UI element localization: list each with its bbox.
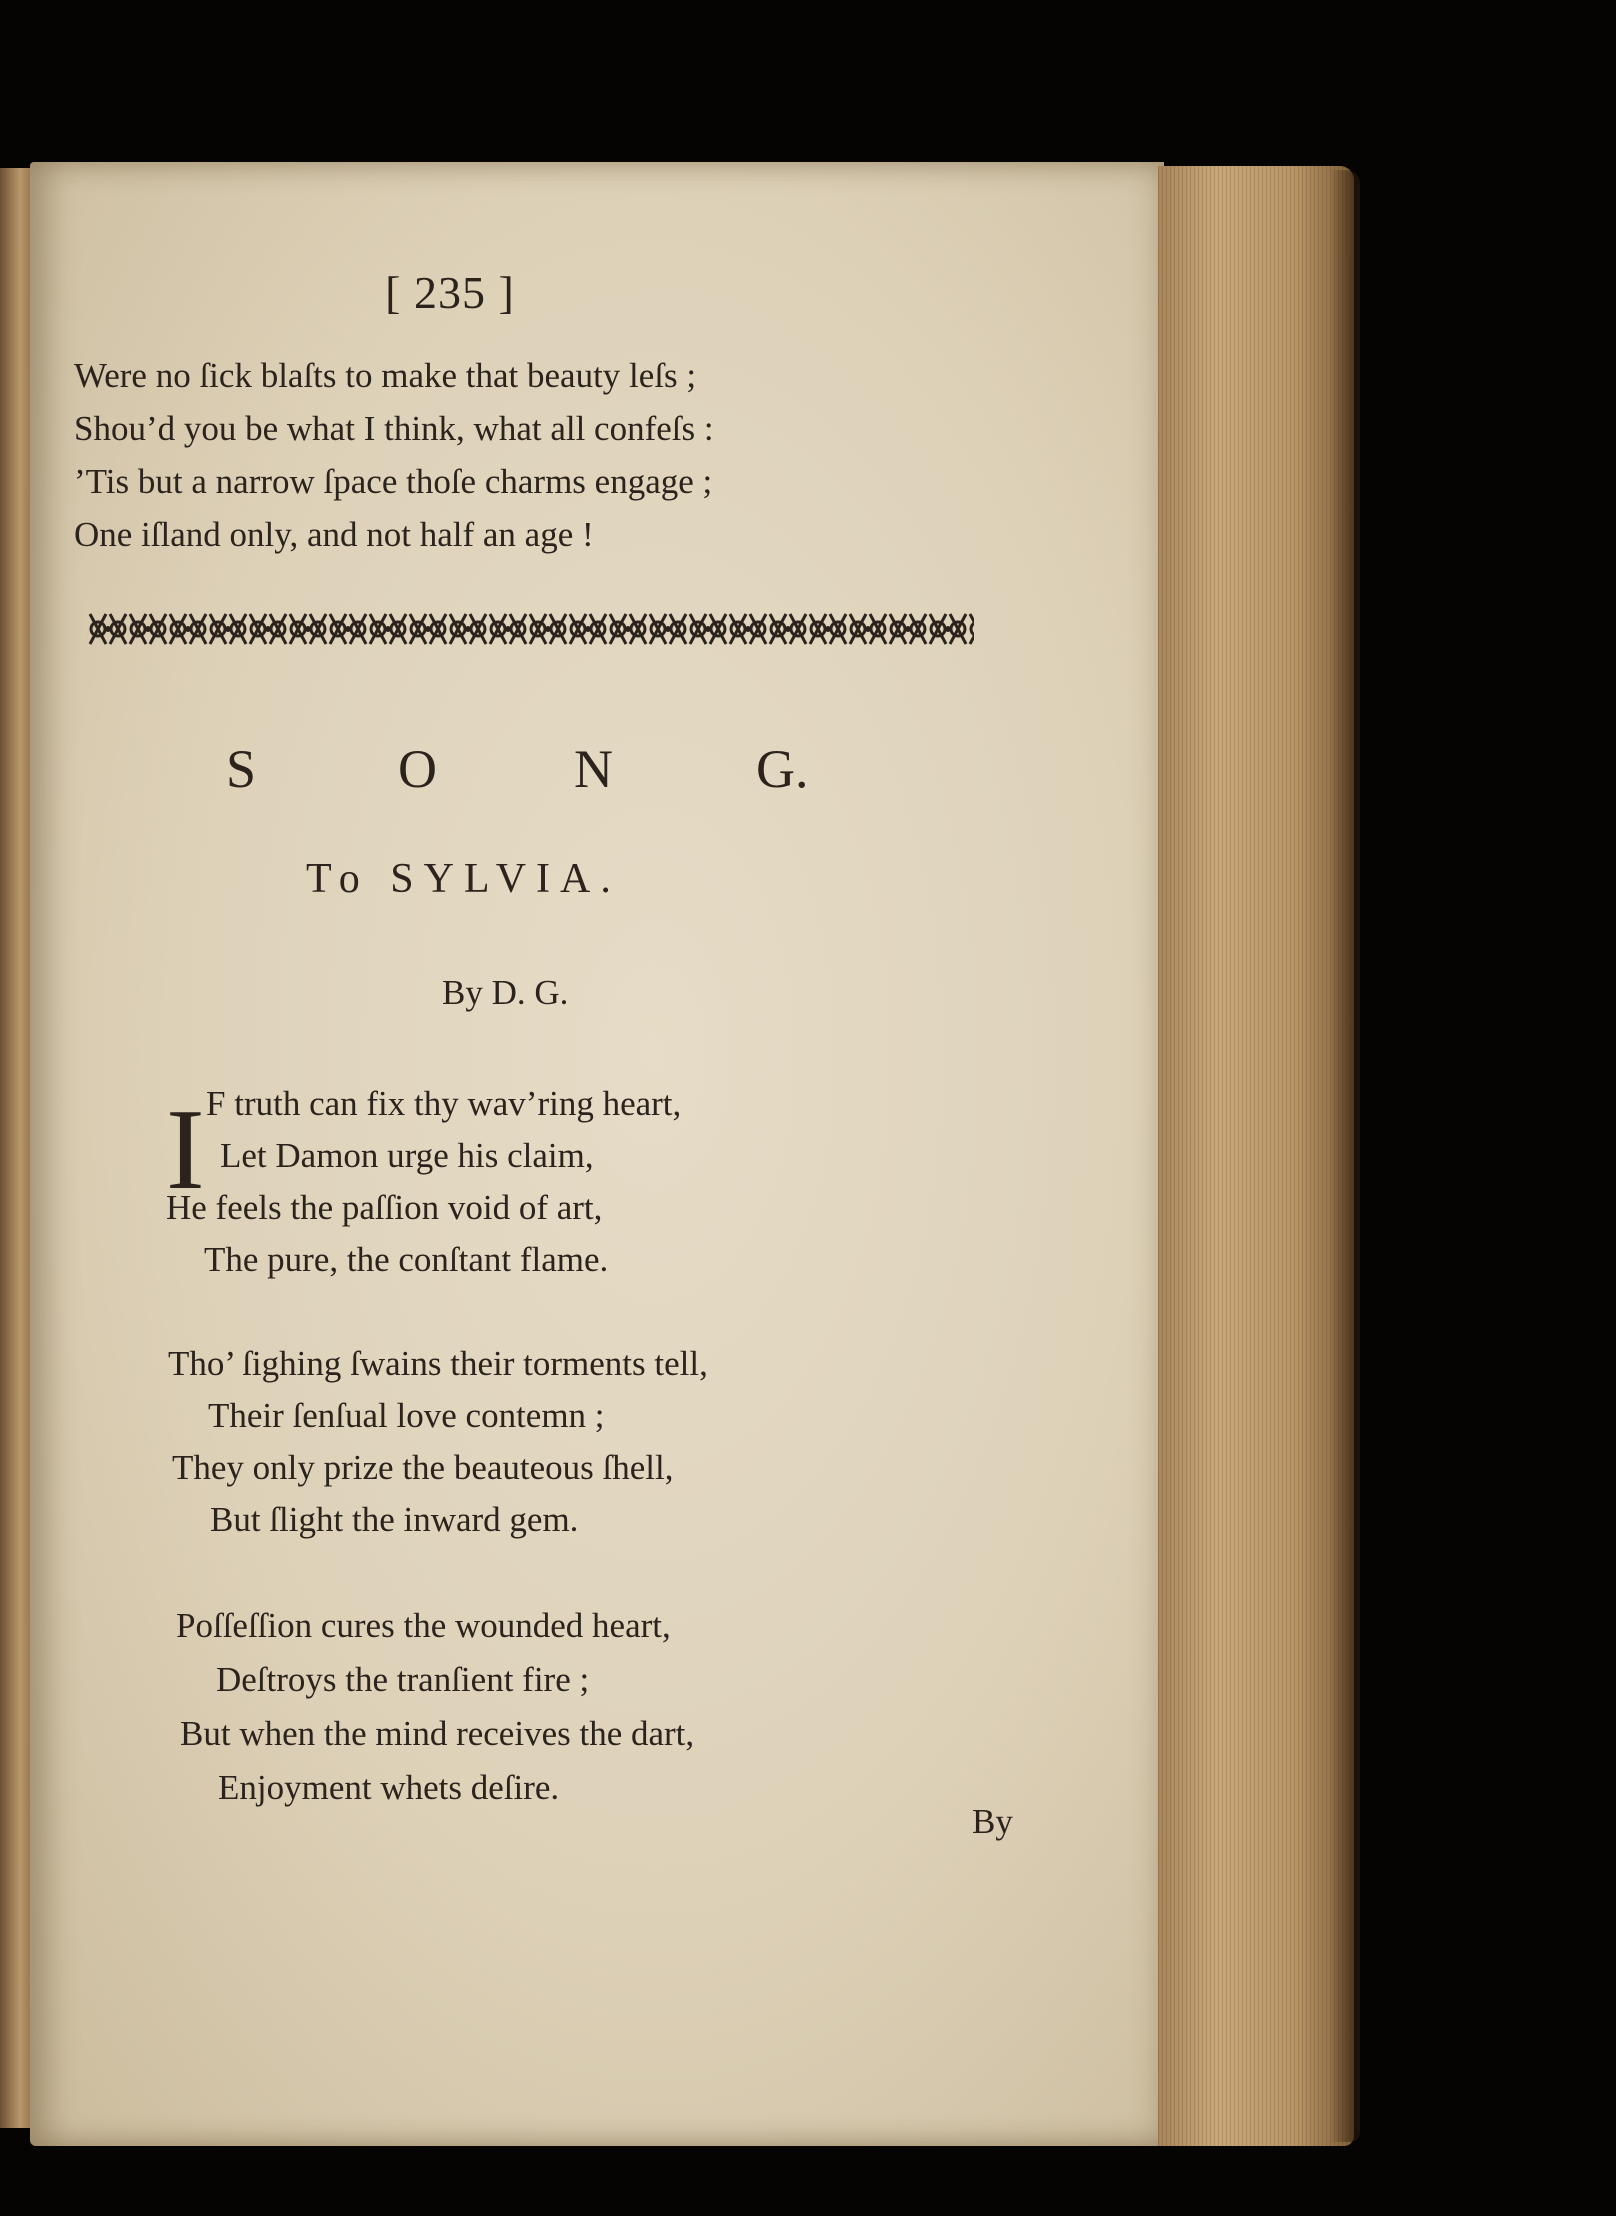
top-stanza-line-1: Were no ſick blaſts to make that beauty leſs ; — [74, 356, 697, 395]
drop-cap: I — [166, 1086, 205, 1214]
stanza-2-line-1: Tho’ ſighing ſwains their torments tell, — [168, 1344, 708, 1383]
catchword: By — [972, 1802, 1013, 1841]
stanza-3-line-1: Poſſeſſion cures the wounded heart, — [176, 1606, 671, 1645]
stanza-3-line-3: But when the mind receives the dart, — [180, 1714, 695, 1753]
top-stanza-line-2: Shou’d you be what I think, what all confeſs : — [74, 409, 714, 448]
stanza-2-line-3: They only prize the beauteous ſhell, — [172, 1448, 674, 1487]
stanza-1-line-4: The pure, the conſtant flame. — [204, 1240, 609, 1279]
top-stanza-line-4: One iſland only, and not half an age ! — [74, 515, 594, 554]
stanza-3-line-4: Enjoyment whets deſire. — [218, 1768, 560, 1807]
stanza-1-line-1: F truth can fix thy wav’ring heart, — [206, 1084, 682, 1123]
dedication-line: To SYLVIA. — [306, 856, 621, 902]
page-number: [ 235 ] — [385, 267, 515, 318]
stanza-2-line-2: Their ſenſual love contemn ; — [208, 1396, 605, 1435]
stanza-1-line-2: Let Damon urge his claim, — [220, 1136, 594, 1175]
song-title-letter-o: O — [398, 739, 437, 799]
byline: By D. G. — [442, 973, 569, 1012]
top-stanza-line-3: ’Tis but a narrow ſpace thoſe charms engage ; — [74, 462, 713, 501]
song-title-letter-s: S — [226, 739, 257, 799]
stanza-2-line-4: But ſlight the inward gem. — [210, 1500, 579, 1539]
book-fore-edge-shadow — [1330, 170, 1360, 2142]
song-title-letter-g: G. — [756, 739, 809, 799]
song-title-letter-n: N — [574, 739, 613, 799]
decorative-ornament-band — [88, 606, 974, 652]
stanza-3-line-2: Deſtroys the tranſient fire ; — [216, 1660, 590, 1699]
stanza-1-line-3: He feels the paſſion void of art, — [166, 1188, 603, 1227]
book-fore-edge — [1158, 166, 1354, 2146]
